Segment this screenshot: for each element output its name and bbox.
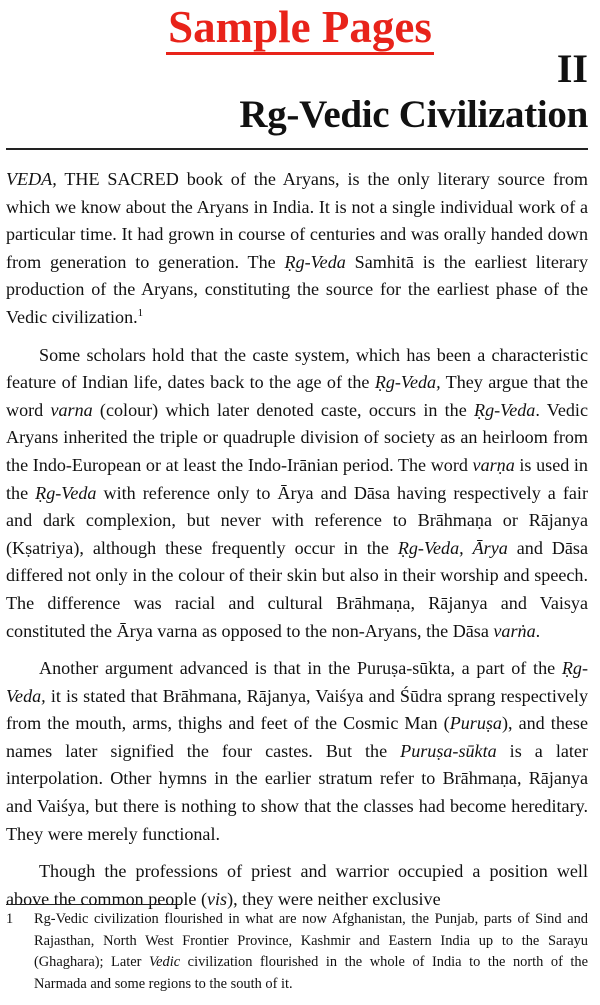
footnote-italic: Vedic xyxy=(148,954,181,970)
p4-text: Though the professions of priest and warrior occupied a position well above the common people ( xyxy=(6,861,588,909)
p1-text-end: Samhitā is the earliest literary production of the Aryans, constituting the source for the earliest phase of the Vedic civilization. xyxy=(6,251,588,327)
p2-italic: Ṛg-Veda, xyxy=(374,372,441,393)
p4-text: ), they were neither exclusive xyxy=(227,888,441,909)
chapter-title: Rg-Vedic Civilization xyxy=(239,93,588,136)
p1-rgveda: Ṛg-Veda xyxy=(284,251,346,272)
p2-italic: Ṛg-Veda, Ārya xyxy=(397,537,508,558)
p4-italic: vis xyxy=(206,888,228,909)
footnote-text-part: Rg-Vedic civilization flourished in what are now Afghanistan, the Punjab, parts of Sind and Rajasthan, North West Frontier Province, Kashmir and Eastern India up to the Sarayu (Ghaghara); Later xyxy=(34,911,588,970)
p3-text: is a later interpolation. Other hymns in the earlier stratum refer to Brāhmaṇa, Rājanya and Vaiśya, but there is nothing to show that the classes had become hereditary. They were merely functional. xyxy=(6,740,588,844)
p2-italic: Ṛg-Veda xyxy=(474,399,536,420)
footnote-number: 1 xyxy=(6,911,14,927)
sample-pages-banner xyxy=(0,4,600,50)
footnote xyxy=(6,909,588,995)
p3-italic: Ṛg-Veda, xyxy=(6,658,588,706)
p2-text: Some scholars hold that the caste system, which has been a characteristic feature of Indian life, dates back to the age of the xyxy=(6,344,588,393)
paragraph-1 xyxy=(6,166,588,332)
p2-text: and Dāsa differed not only in the colour of their skin but also in their worship and speech. The difference was racial and cultural Brāhmaṇa, Rājanya and Vaisya constituted the Ārya varna as opposed to the non-Aryans, the Dāsa xyxy=(6,537,589,641)
p2-italic: varṅa xyxy=(493,620,536,641)
p2-text: They argue that the word xyxy=(6,372,588,420)
paragraph-4 xyxy=(6,858,588,913)
p2-text: . xyxy=(535,620,541,641)
p3-text: ), and these names later signified the four castes. But the xyxy=(6,713,588,761)
footnote-divider xyxy=(6,904,181,905)
p2-italic: Ṛg-Veda xyxy=(35,482,97,503)
chapter-number: II xyxy=(556,46,588,91)
p1-text: THE SACRED book of the Aryans, is the only literary source from which we know about the Aryans in India. It is not a single individual work of a particular time. It had grown in course of centuries and was orally handed down from generation to generation. The xyxy=(6,169,588,272)
p2-text: . Vedic Aryans inherited the triple or quadruple division of society as an heirloom from the Indo-European or at least the Indo-Irānian period. The word xyxy=(6,399,588,475)
p2-text: (colour) which later denoted caste, occurs in the xyxy=(92,399,475,420)
p2-italic: varna xyxy=(50,399,93,420)
chapter-body xyxy=(6,166,588,913)
p3-italic: Puruṣa xyxy=(449,713,502,734)
footnote-text-part: civilization flourished in the whole of India to the north of the Narmada and some regions to the south of it. xyxy=(34,954,588,992)
paragraph-3 xyxy=(6,655,588,848)
p3-text: it is stated that Brāhmana, Rājanya, Vaiśya and Śūdra sprang respectively from the mouth, arms, thighs and feet of the Cosmic Man ( xyxy=(6,685,588,734)
p2-text: is used in the xyxy=(6,454,588,503)
p1-veda-word: VEDA, xyxy=(6,169,57,189)
title-divider xyxy=(6,148,588,150)
p2-italic: varṇa xyxy=(472,454,515,475)
footnote-reference: 1 xyxy=(137,306,144,319)
sample-pages-label: Sample Pages xyxy=(166,2,434,55)
p3-text: Another argument advanced is that in the Puruṣa-sūkta, a part of the xyxy=(39,658,562,679)
paragraph-2 xyxy=(6,342,588,646)
footnote-text xyxy=(34,909,588,995)
p3-italic: Puruṣa-sūkta xyxy=(400,740,497,761)
p2-text: with reference only to Ārya and Dāsa having respectively a fair and dark complexion, but never with reference to Brāhmaṇa or Rājanya (Kṣatriya), although these frequently occur in the xyxy=(6,482,588,558)
